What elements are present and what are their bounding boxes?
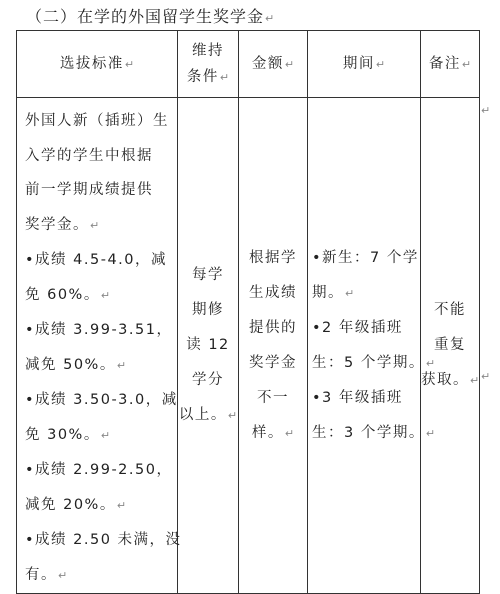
header-criteria-label: 选拔标准	[59, 55, 124, 72]
amount-line: 不一	[257, 389, 289, 406]
criteria-line	[25, 348, 171, 384]
header-period-label: 期间	[342, 55, 375, 72]
header-condition	[178, 31, 239, 98]
period-text: 期。	[312, 284, 344, 301]
criteria-line	[25, 488, 171, 524]
criteria-line	[25, 208, 171, 244]
amount-line: 奖学金	[249, 354, 297, 371]
criteria-text: 有。	[25, 566, 57, 583]
paragraph-mark-icon: ↵	[124, 57, 135, 71]
paragraph-mark-icon: ↵	[345, 286, 355, 300]
header-condition-text: 条件	[186, 68, 219, 85]
criteria-line: 前一学期成绩提供	[25, 182, 153, 198]
amount-line: 根据学	[249, 249, 297, 266]
header-period	[308, 31, 421, 98]
header-remark	[421, 31, 480, 98]
header-condition-label	[178, 64, 238, 91]
paragraph-mark-icon: ↵	[116, 358, 127, 372]
paragraph-mark-icon: ↵	[284, 426, 295, 440]
header-amount-label: 金额	[251, 55, 284, 72]
period-cell	[308, 98, 436, 594]
criteria-text: 减免 50%。	[25, 356, 116, 373]
paragraph-mark-icon: ↵	[116, 498, 127, 512]
remark-text: 获取。	[421, 372, 469, 388]
paragraph-mark-icon: ↵	[100, 428, 111, 442]
period-line	[312, 416, 436, 451]
criteria-line: 入学的学生中根据	[25, 147, 153, 164]
paragraph-mark-icon: ↵	[219, 70, 230, 84]
condition-line: 学分	[192, 372, 224, 388]
condition-line: 期修	[192, 302, 224, 318]
criteria-line: •成绩 3.50-3.0，减	[25, 392, 178, 408]
criteria-line: •成绩 3.99-3.51，	[25, 322, 173, 338]
paragraph-mark-icon: ↵	[375, 57, 386, 71]
period-line: •2 年级插班	[312, 319, 403, 336]
criteria-text: 免 60%。	[25, 286, 100, 303]
amount-line	[239, 416, 307, 451]
paragraph-mark-icon: ↵	[265, 12, 275, 25]
period-text: 生：5 个学期。	[312, 354, 425, 371]
condition-line: 读 12	[186, 337, 230, 353]
table-row	[17, 98, 480, 594]
header-condition-label: 维持	[192, 42, 224, 59]
criteria-line: •成绩 4.5-4.0，减	[25, 252, 168, 268]
amount-cell	[239, 98, 308, 594]
remark-cell	[421, 98, 480, 594]
period-text: 生：3 个学期。	[312, 424, 425, 441]
condition-text: 以上。	[178, 407, 227, 423]
period-line: •新生：7 个学	[312, 249, 419, 266]
paragraph-mark-icon: ↵	[461, 57, 472, 71]
paragraph-mark-icon: ↵	[425, 426, 436, 440]
criteria-line: •成绩 2.50 未满，没	[25, 532, 182, 548]
period-line: •3 年级插班	[312, 389, 403, 406]
criteria-line: 外国人新（插班）生	[25, 113, 169, 129]
condition-cell	[178, 98, 239, 594]
header-criteria	[17, 31, 178, 98]
criteria-text: 免 30%。	[25, 426, 100, 443]
period-line	[312, 276, 418, 311]
remark-line: 不能	[434, 302, 466, 318]
criteria-line	[25, 278, 171, 314]
paragraph-mark-icon: ↵	[425, 356, 436, 370]
period-line	[312, 346, 436, 381]
amount-line: 生成绩	[249, 284, 297, 301]
criteria-cell	[17, 98, 182, 594]
header-remark-label: 备注	[428, 55, 461, 72]
remark-line: 重复	[434, 337, 466, 353]
paragraph-mark-icon: ↵	[90, 218, 100, 232]
section-title	[26, 4, 274, 27]
criteria-line	[25, 558, 171, 594]
criteria-text: 减免 20%。	[25, 496, 116, 513]
row-end-mark-icon: ↵	[481, 104, 491, 117]
criteria-line: •成绩 2.99-2.50，	[25, 462, 173, 478]
amount-line: 提供的	[249, 319, 297, 336]
header-amount	[239, 31, 308, 98]
paragraph-mark-icon: ↵	[58, 568, 68, 582]
criteria-text: 奖学金。	[25, 216, 89, 233]
paragraph-mark-icon: ↵	[470, 374, 480, 387]
section-title-text: （二）在学的外国留学生奖学金	[26, 7, 265, 26]
paragraph-mark-icon: ↵	[227, 409, 238, 422]
remark-line	[421, 363, 479, 398]
condition-line: 每学	[192, 267, 224, 283]
condition-line	[178, 398, 238, 433]
row-end-mark-icon: ↵	[481, 370, 491, 383]
scholarship-table	[16, 30, 480, 594]
criteria-line	[25, 418, 171, 454]
table-header-row	[17, 31, 480, 98]
paragraph-mark-icon: ↵	[100, 288, 111, 302]
paragraph-mark-icon: ↵	[284, 57, 295, 71]
amount-text: 样。	[251, 424, 284, 441]
